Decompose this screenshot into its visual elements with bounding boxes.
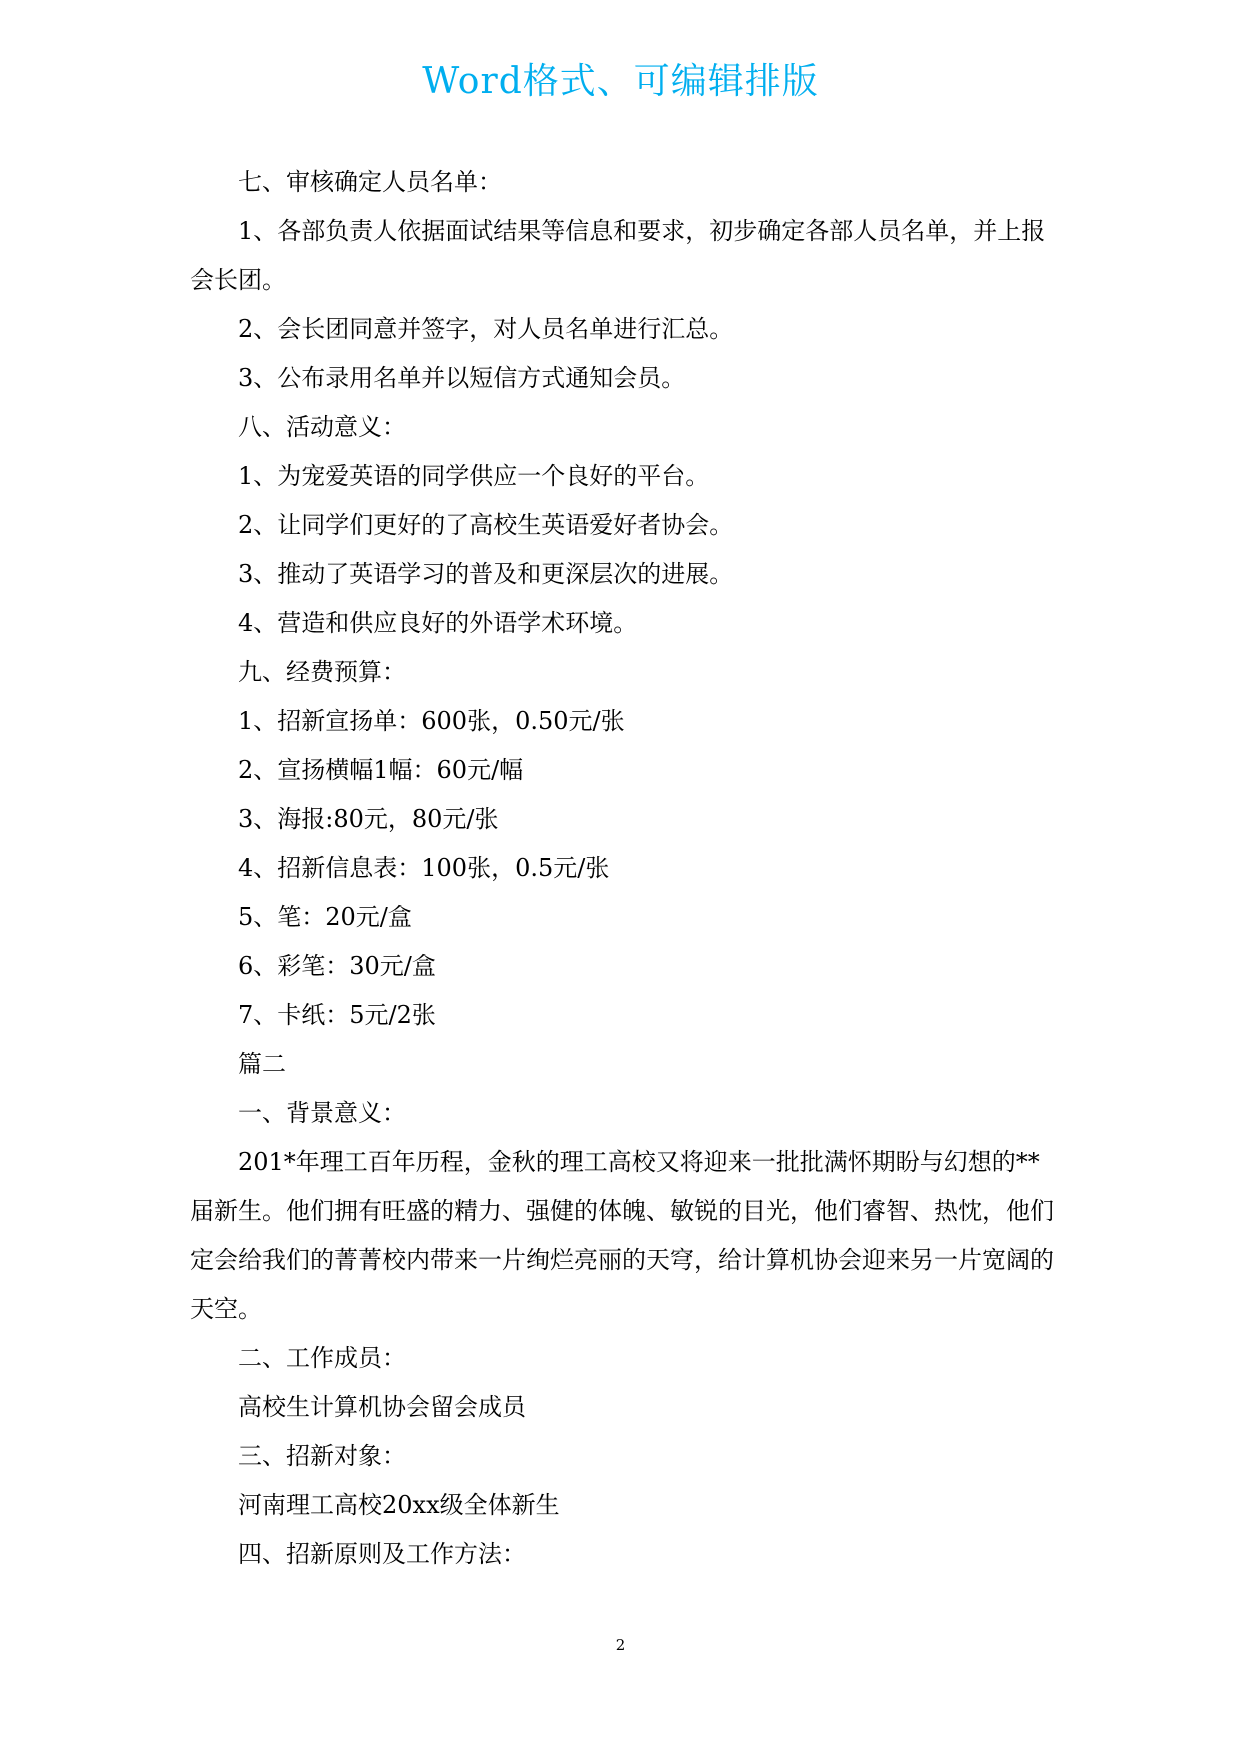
list-item: 3、推动了英语学习的普及和更深层次的进展。: [238, 560, 734, 588]
list-item: 2、会长团同意并签字，对人员名单进行汇总。: [238, 315, 734, 343]
budget-item: 3、海报:80元，80元/张: [238, 805, 499, 833]
budget-item: 6、彩笔：30元/盒: [238, 952, 436, 980]
budget-item: 4、招新信息表：100张，0.5元/张: [238, 854, 610, 882]
list-item: 4、营造和供应良好的外语学术环境。: [238, 609, 638, 637]
section-heading: 四、招新原则及工作方法：: [238, 1540, 526, 1568]
section-heading: 七、审核确定人员名单：: [238, 168, 502, 196]
body-paragraph: 河南理工高校20xx级全体新生: [238, 1491, 560, 1519]
section-heading: 九、经费预算：: [238, 658, 406, 686]
budget-item: 1、招新宣扬单：600张，0.50元/张: [238, 707, 625, 735]
page-number: 2: [615, 1636, 626, 1654]
budget-item: 2、宣扬横幅1幅：60元/幅: [238, 756, 524, 784]
body-paragraph: 201*年理工百年历程，金秋的理工高校又将迎来一批批满怀期盼与幻想的**届新生。他们拥有旺盛的精力、强健的体魄、敏锐的目光，他们睿智、热忱，他们定会给我们的菁菁校内带来一片绚烂亮丽的天穹，给计算机协会迎来另一片宽阔的天空。: [190, 1148, 1054, 1323]
section-heading: 三、招新对象：: [238, 1442, 406, 1470]
document-header-title: Word格式、可编辑排版: [422, 61, 819, 102]
section-heading: 八、活动意义：: [238, 413, 406, 441]
section-heading: 一、背景意义：: [238, 1099, 406, 1127]
document-body: [190, 158, 1060, 1579]
budget-item: 5、笔：20元/盒: [238, 903, 412, 931]
list-item: 3、公布录用名单并以短信方式通知会员。: [238, 364, 686, 392]
body-paragraph: 高校生计算机协会留会成员: [238, 1393, 526, 1421]
list-item: 1、为宠爱英语的同学供应一个良好的平台。: [238, 462, 710, 490]
list-item: 1、各部负责人依据面试结果等信息和要求，初步确定各部人员名单，并上报会长团。: [190, 217, 1046, 294]
budget-item: 7、卡纸：5元/2张: [238, 1001, 436, 1029]
part-heading: 篇二: [238, 1050, 286, 1078]
section-heading: 二、工作成员：: [238, 1344, 406, 1372]
list-item: 2、让同学们更好的了高校生英语爱好者协会。: [238, 511, 734, 539]
